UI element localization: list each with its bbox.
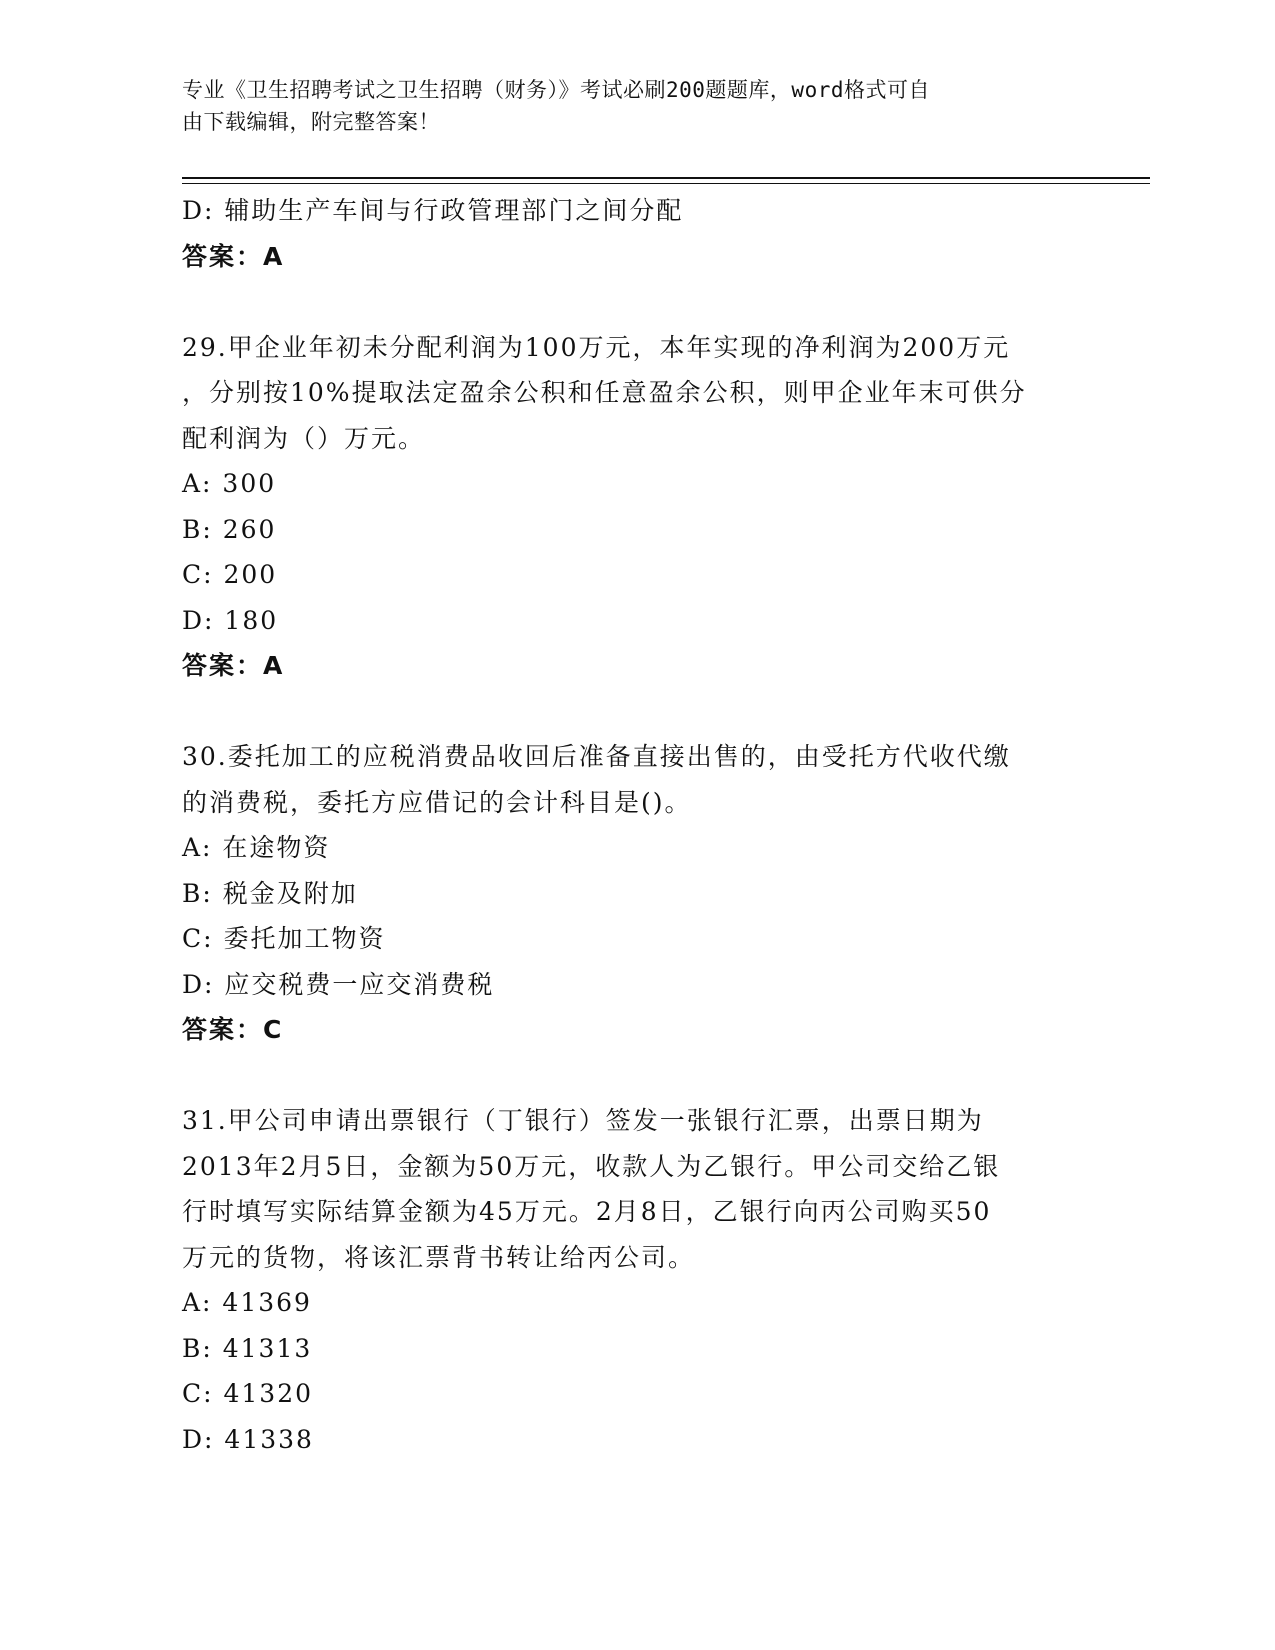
question-text-line: 万元的货物，将该汇票背书转让给丙公司。 [182,1242,696,1272]
option-a: A: 41369 [182,1288,312,1317]
option-a: A: 在途物资 [182,833,331,862]
answer-line: 答案：A [182,241,285,271]
spacer [182,1053,1082,1099]
question-text-line: 30.委托加工的应税消费品收回后准备直接出售的，由受托方代收代缴 [182,742,1011,771]
question-text-line: 2013年2月5日，金额为50万元，收款人为乙银行。甲公司交给乙银 [182,1151,1001,1181]
option-d: D: 辅助生产车间与行政管理部门之间分配 [182,196,684,225]
header-line-2: 由下载编辑，附完整答案！ [182,110,440,134]
answer-line: 答案：A [182,651,285,680]
spacer [182,279,1082,325]
question-block-30 [182,734,1082,1053]
option-b: B: 税金及附加 [182,878,358,908]
option-c: C: 委托加工物资 [182,924,386,953]
question-block-29 [182,325,1082,689]
header-divider-thick [182,177,1150,179]
question-block-31 [182,1098,1082,1462]
question-text-line: 配利润为（）万元。 [182,423,426,453]
option-b: B: 41313 [182,1333,313,1363]
question-text-line: 的消费税，委托方应借记的会计科目是()。 [182,787,692,817]
option-b: B: 260 [182,514,277,544]
option-c: C: 200 [182,560,278,589]
question-text-line: 行时填写实际结算金额为45万元。2月8日，乙银行向丙公司购买50 [182,1197,992,1226]
answer-line: 答案：C [182,1015,284,1044]
header-line-1: 专业《卫生招聘考试之卫生招聘（财务）》考试必刷200题题库，word格式可自 [182,78,930,102]
option-a: A: 300 [182,469,277,498]
header-divider-thin [182,183,1150,184]
question-text-line: 29.甲企业年初未分配利润为100万元，本年实现的净利润为200万元 [182,332,1011,362]
option-d: D: 41338 [182,1424,314,1454]
option-d: D: 180 [182,605,279,635]
option-c: C: 41320 [182,1379,314,1408]
document-header [182,74,1062,138]
spacer [182,689,1082,735]
question-text-line: ，分别按10%提取法定盈余公积和任意盈余公积，则甲企业年末可供分 [182,378,1027,407]
document-body [182,188,1082,1462]
option-d: D: 应交税费一应交消费税 [182,969,495,999]
question-block-28-tail [182,188,1082,279]
question-text-line: 31.甲公司申请出票银行（丁银行）签发一张银行汇票，出票日期为 [182,1106,984,1135]
